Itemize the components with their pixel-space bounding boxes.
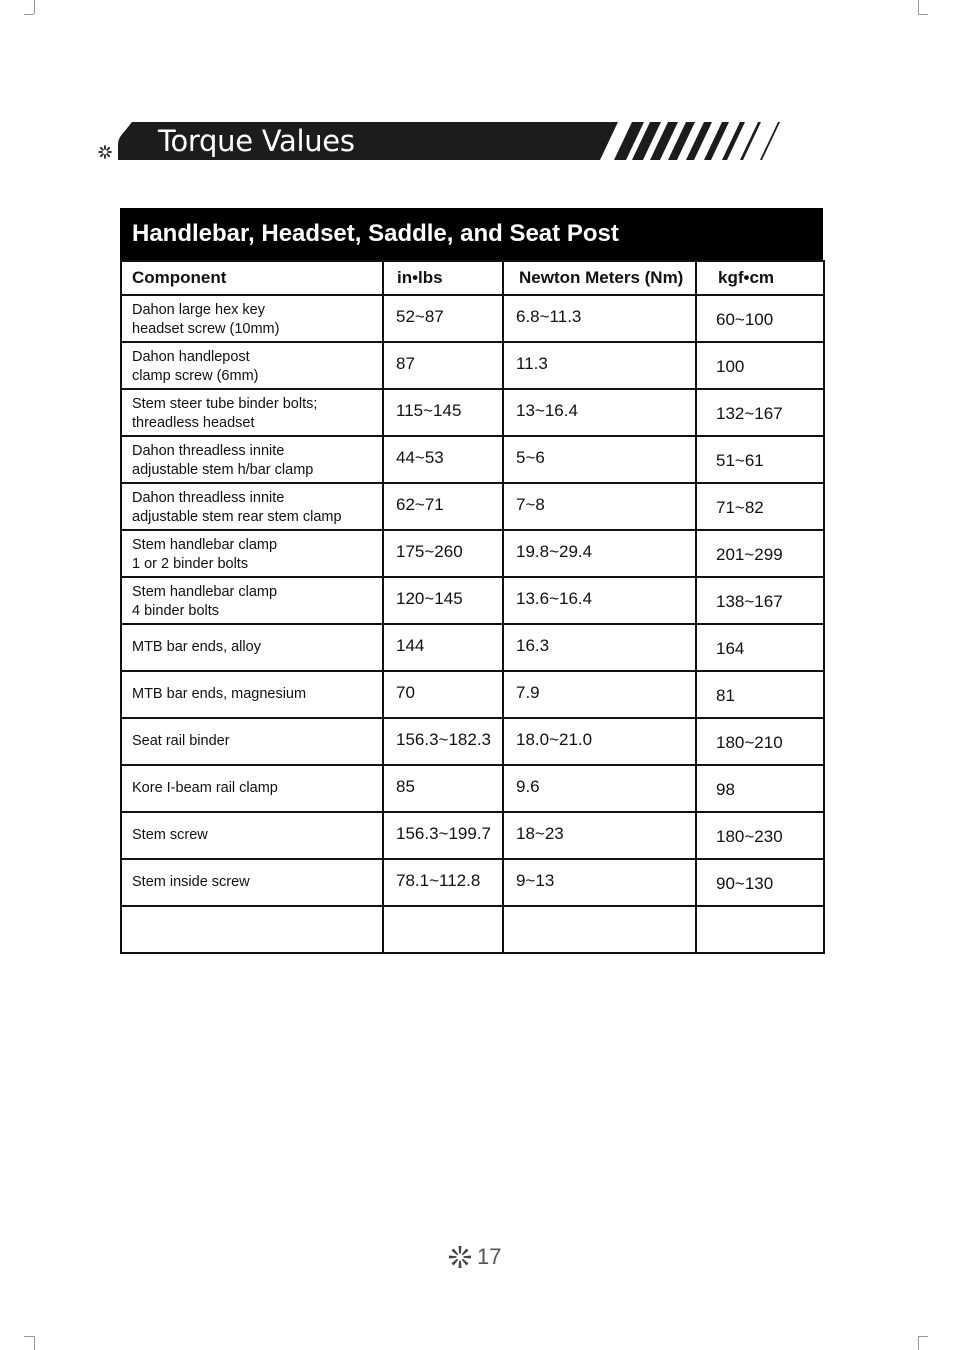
page-title: Torque Values bbox=[158, 124, 355, 158]
cell-kgfcm: 90~130 bbox=[696, 859, 824, 906]
component-line: Dahon threadless innite bbox=[132, 443, 285, 459]
cell-component bbox=[121, 389, 383, 436]
cell-kgfcm: 71~82 bbox=[696, 483, 824, 530]
cell-component bbox=[121, 859, 383, 906]
cell-nm: 16.3 bbox=[503, 624, 696, 671]
table-title: Handlebar, Headset, Saddle, and Seat Post bbox=[120, 208, 823, 260]
torque-table bbox=[120, 208, 823, 954]
table-row bbox=[121, 295, 824, 342]
component-line: MTB bar ends, magnesium bbox=[132, 686, 307, 703]
cell-nm: 11.3 bbox=[503, 342, 696, 389]
component-line: Stem handlebar clamp bbox=[132, 537, 278, 553]
cell-kgfcm: 60~100 bbox=[696, 295, 824, 342]
page-footer bbox=[449, 1243, 501, 1271]
cell-component bbox=[121, 436, 383, 483]
crop-mark bbox=[24, 1336, 34, 1337]
cell-kgfcm: 100 bbox=[696, 342, 824, 389]
column-header-component: Component bbox=[121, 261, 383, 295]
component-line: Stem handlebar clamp bbox=[132, 584, 278, 600]
component-line: Stem steer tube binder bolts; bbox=[132, 396, 318, 412]
table-row bbox=[121, 389, 824, 436]
cell-kgfcm: 201~299 bbox=[696, 530, 824, 577]
cell-nm: 9~13 bbox=[503, 859, 696, 906]
cell-component bbox=[121, 577, 383, 624]
cell-kgfcm: 180~230 bbox=[696, 812, 824, 859]
column-header-nm: Newton Meters (Nm) bbox=[503, 261, 696, 295]
cell-kgfcm: 81 bbox=[696, 671, 824, 718]
component-line: MTB bar ends, alloy bbox=[132, 639, 261, 656]
cell-inlbs: 156.3~199.7 bbox=[383, 812, 503, 859]
cell-inlbs: 52~87 bbox=[383, 295, 503, 342]
cell-nm: 7.9 bbox=[503, 671, 696, 718]
cell-nm: 6.8~11.3 bbox=[503, 295, 696, 342]
table-row bbox=[121, 624, 824, 671]
table-row bbox=[121, 812, 824, 859]
cell-inlbs: 87 bbox=[383, 342, 503, 389]
cell-nm: 7~8 bbox=[503, 483, 696, 530]
sunburst-icon bbox=[98, 145, 112, 159]
cell-component bbox=[121, 906, 383, 953]
component-line: Dahon large hex key bbox=[132, 302, 265, 318]
component-line: adjustable stem rear stem clamp bbox=[132, 508, 342, 525]
table-row bbox=[121, 577, 824, 624]
component-line: Stem inside screw bbox=[132, 874, 250, 891]
sunburst-icon bbox=[449, 1246, 471, 1268]
component-line: Dahon threadless innite bbox=[132, 490, 285, 506]
cell-kgfcm: 138~167 bbox=[696, 577, 824, 624]
cell-inlbs: 120~145 bbox=[383, 577, 503, 624]
cell-nm: 19.8~29.4 bbox=[503, 530, 696, 577]
cell-kgfcm: 132~167 bbox=[696, 389, 824, 436]
cell-component bbox=[121, 483, 383, 530]
table-header-row bbox=[121, 261, 824, 295]
cell-inlbs: 44~53 bbox=[383, 436, 503, 483]
component-line: clamp screw (6mm) bbox=[132, 367, 259, 384]
cell-nm: 9.6 bbox=[503, 765, 696, 812]
cell-nm: 18~23 bbox=[503, 812, 696, 859]
cell-component bbox=[121, 671, 383, 718]
table-row bbox=[121, 342, 824, 389]
crop-mark bbox=[918, 14, 928, 15]
component-line: adjustable stem h/bar clamp bbox=[132, 461, 314, 478]
table-row bbox=[121, 530, 824, 577]
crop-mark bbox=[918, 0, 919, 14]
component-line: Dahon handlepost bbox=[132, 349, 250, 365]
cell-nm: 13~16.4 bbox=[503, 389, 696, 436]
cell-component bbox=[121, 624, 383, 671]
cell-kgfcm: 164 bbox=[696, 624, 824, 671]
table-row bbox=[121, 671, 824, 718]
column-header-kgfcm: kgf•cm bbox=[696, 261, 824, 295]
cell-nm: 13.6~16.4 bbox=[503, 577, 696, 624]
component-line: threadless headset bbox=[132, 414, 255, 431]
component-line: Kore I-beam rail clamp bbox=[132, 780, 278, 797]
cell-nm: 5~6 bbox=[503, 436, 696, 483]
cell-component bbox=[121, 718, 383, 765]
component-line: Stem screw bbox=[132, 827, 208, 844]
table-row bbox=[121, 483, 824, 530]
cell-component bbox=[121, 342, 383, 389]
crop-mark bbox=[34, 1336, 35, 1350]
component-line: headset screw (10mm) bbox=[132, 320, 280, 337]
cell-kgfcm: 98 bbox=[696, 765, 824, 812]
table-row bbox=[121, 906, 824, 953]
cell-inlbs: 85 bbox=[383, 765, 503, 812]
cell-component bbox=[121, 530, 383, 577]
table-row bbox=[121, 718, 824, 765]
cell-kgfcm: 180~210 bbox=[696, 718, 824, 765]
cell-nm bbox=[503, 906, 696, 953]
cell-inlbs: 78.1~112.8 bbox=[383, 859, 503, 906]
crop-mark bbox=[34, 0, 35, 14]
cell-inlbs bbox=[383, 906, 503, 953]
cell-inlbs: 144 bbox=[383, 624, 503, 671]
crop-mark bbox=[918, 1336, 919, 1350]
component-line: Seat rail binder bbox=[132, 733, 230, 750]
cell-kgfcm bbox=[696, 906, 824, 953]
cell-nm: 18.0~21.0 bbox=[503, 718, 696, 765]
cell-component bbox=[121, 765, 383, 812]
cell-component bbox=[121, 295, 383, 342]
column-header-inlbs: in•lbs bbox=[383, 261, 503, 295]
crop-mark bbox=[918, 1336, 928, 1337]
component-line: 1 or 2 binder bolts bbox=[132, 555, 249, 572]
table-row bbox=[121, 436, 824, 483]
cell-inlbs: 70 bbox=[383, 671, 503, 718]
torque-values-table bbox=[120, 260, 825, 954]
cell-inlbs: 115~145 bbox=[383, 389, 503, 436]
cell-inlbs: 156.3~182.3 bbox=[383, 718, 503, 765]
cell-kgfcm: 51~61 bbox=[696, 436, 824, 483]
cell-component bbox=[121, 812, 383, 859]
cell-inlbs: 62~71 bbox=[383, 483, 503, 530]
crop-mark bbox=[24, 14, 34, 15]
cell-inlbs: 175~260 bbox=[383, 530, 503, 577]
table-row bbox=[121, 765, 824, 812]
component-line: 4 binder bolts bbox=[132, 602, 220, 619]
page-number: 17 bbox=[477, 1244, 502, 1269]
table-row bbox=[121, 859, 824, 906]
